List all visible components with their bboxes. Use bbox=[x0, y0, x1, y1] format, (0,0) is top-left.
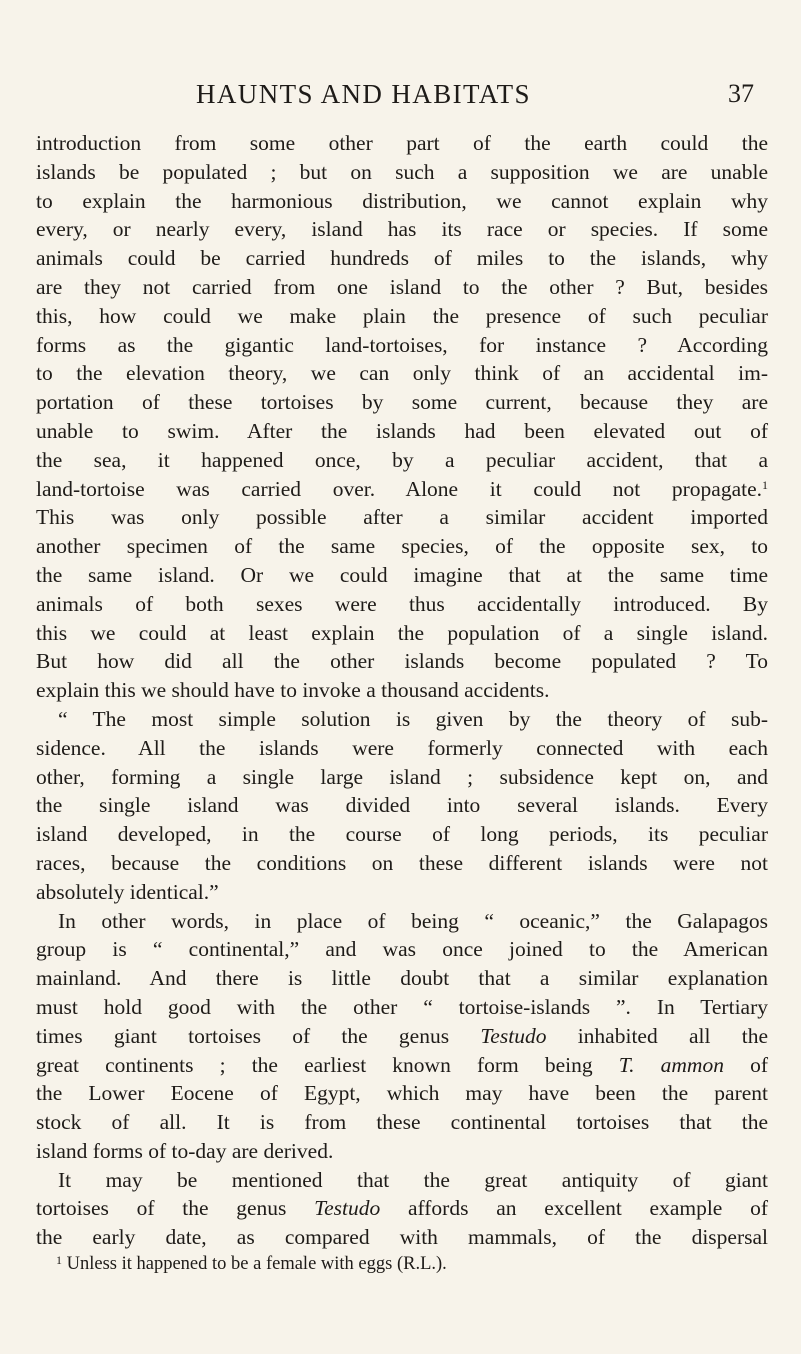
text-segment: times giant tortoises of the genus bbox=[36, 1023, 481, 1048]
text-segment: group is “ continental,” and was once joined to the American bbox=[36, 937, 768, 962]
text-segment: the early date, as compared with mammals, of the dispersal bbox=[36, 1225, 768, 1250]
text-segment: introduction from some other part of the earth could the bbox=[36, 131, 768, 155]
text-line bbox=[36, 359, 768, 388]
text-segment: are they not carried from one island to the other ? But, besides bbox=[36, 274, 768, 299]
text-segment: island developed, in the course of long periods, its peculiar bbox=[36, 822, 768, 847]
text-segment: races, because the conditions on these different islands were not bbox=[36, 850, 768, 875]
text-line bbox=[36, 1137, 768, 1166]
text-segment: other, forming a single large island ; subsidence kept on, and bbox=[36, 764, 768, 789]
text-line bbox=[36, 561, 768, 590]
text-segment: portation of these tortoises by some current, because they are bbox=[36, 390, 768, 415]
text-segment: But how did all the other islands become populated ? To bbox=[36, 649, 768, 674]
text-line bbox=[36, 763, 768, 792]
text-segment: to explain the harmonious distribution, we cannot explain why bbox=[36, 188, 768, 213]
text-segment: This was only possible after a similar accident imported bbox=[36, 505, 768, 530]
text-segment: great continents ; the earliest known form being bbox=[36, 1052, 619, 1077]
italic-term: Testudo bbox=[314, 1196, 381, 1221]
text-line bbox=[36, 331, 768, 360]
text-segment: must hold good with the other “ tortoise-islands ”. In Tertiary bbox=[36, 994, 768, 1019]
text-segment: island forms of to-day are derived. bbox=[36, 1138, 334, 1163]
text-line bbox=[36, 129, 768, 158]
text-line bbox=[36, 734, 768, 763]
text-line bbox=[36, 1223, 768, 1252]
text-segment: islands be populated ; but on such a supposition we are unable bbox=[36, 159, 768, 184]
text-line bbox=[36, 705, 768, 734]
text-segment: the sea, it happened once, by a peculiar accident, that a bbox=[36, 447, 768, 472]
text-line bbox=[36, 791, 768, 820]
text-line bbox=[36, 503, 768, 532]
text-line bbox=[36, 215, 768, 244]
text-line bbox=[36, 647, 768, 676]
text-segment: mainland. And there is little doubt that a similar explanation bbox=[36, 966, 768, 991]
text-line bbox=[36, 417, 768, 446]
text-line bbox=[36, 878, 768, 907]
text-line bbox=[36, 1079, 768, 1108]
body-text bbox=[36, 129, 768, 1252]
text-line bbox=[36, 187, 768, 216]
text-segment: absolutely identical.” bbox=[36, 879, 219, 904]
text-segment: the Lower Eocene of Egypt, which may have been the parent bbox=[36, 1081, 768, 1106]
text-segment: land-tortoise was carried over. Alone it could not propagate. bbox=[36, 476, 762, 501]
text-segment: animals of both sexes were thus accidentally introduced. By bbox=[36, 591, 768, 616]
text-line bbox=[36, 820, 768, 849]
text-segment: “ The most simple solution is given by the theory of sub- bbox=[58, 706, 768, 731]
text-segment: another specimen of the same species, of the opposite sex, to bbox=[36, 534, 768, 559]
text-segment: tortoises of the genus bbox=[36, 1196, 315, 1221]
italic-term: Testudo bbox=[480, 1023, 547, 1048]
text-segment: this, how could we make plain the presence of such peculiar bbox=[36, 303, 768, 328]
text-line bbox=[36, 676, 768, 705]
text-line bbox=[36, 907, 768, 936]
text-segment: of bbox=[723, 1052, 768, 1077]
text-line bbox=[36, 590, 768, 619]
text-segment: the same island. Or we could imagine that at the same time bbox=[36, 562, 768, 587]
text-line bbox=[36, 532, 768, 561]
text-line bbox=[36, 1108, 768, 1137]
running-head bbox=[0, 76, 801, 112]
footnote-text: Unless it happened to be a female with eggs (R.L.). bbox=[66, 1254, 447, 1274]
text-segment: the single island was divided into several islands. Every bbox=[36, 793, 768, 818]
text-segment: sidence. All the islands were formerly connected with each bbox=[36, 735, 768, 760]
text-segment: stock of all. It is from these continental tortoises that the bbox=[36, 1110, 768, 1135]
footnote-mark: 1 bbox=[56, 1253, 62, 1267]
text-segment: this we could at least explain the population of a single island. bbox=[36, 620, 768, 645]
text-line bbox=[36, 964, 768, 993]
text-line bbox=[36, 388, 768, 417]
text-segment: explain this we should have to invoke a thousand accidents. bbox=[36, 678, 550, 703]
running-title: HAUNTS AND HABITATS bbox=[196, 79, 531, 109]
text-line bbox=[36, 619, 768, 648]
text-line bbox=[36, 244, 768, 273]
italic-term: T. ammon bbox=[618, 1052, 724, 1077]
text-line bbox=[36, 273, 768, 302]
text-segment: forms as the gigantic land-tortoises, for instance ? According bbox=[36, 332, 768, 357]
text-line bbox=[36, 1166, 768, 1195]
text-line bbox=[36, 935, 768, 964]
text-line bbox=[36, 158, 768, 187]
text-segment: animals could be carried hundreds of miles to the islands, why bbox=[36, 246, 768, 271]
text-line bbox=[36, 446, 768, 475]
text-line bbox=[36, 1051, 768, 1080]
text-segment: In other words, in place of being “ oceanic,” the Galapagos bbox=[58, 908, 768, 933]
text-line bbox=[36, 1022, 768, 1051]
text-segment: unable to swim. After the islands had been elevated out of bbox=[36, 418, 768, 443]
page-number: 37 bbox=[728, 79, 754, 108]
text-line bbox=[36, 475, 768, 504]
text-segment: inhabited all the bbox=[546, 1023, 768, 1048]
text-line bbox=[36, 993, 768, 1022]
footnote-reference: 1 bbox=[762, 477, 768, 492]
footnote bbox=[56, 1251, 756, 1277]
text-segment: to the elevation theory, we can only think of an accidental im- bbox=[36, 361, 768, 386]
text-line bbox=[36, 302, 768, 331]
text-segment: affords an excellent example of bbox=[380, 1196, 768, 1221]
text-segment: It may be mentioned that the great antiquity of giant bbox=[58, 1167, 768, 1192]
text-line bbox=[36, 849, 768, 878]
text-segment: every, or nearly every, island has its race or species. If some bbox=[36, 217, 768, 242]
text-line bbox=[36, 1194, 768, 1223]
